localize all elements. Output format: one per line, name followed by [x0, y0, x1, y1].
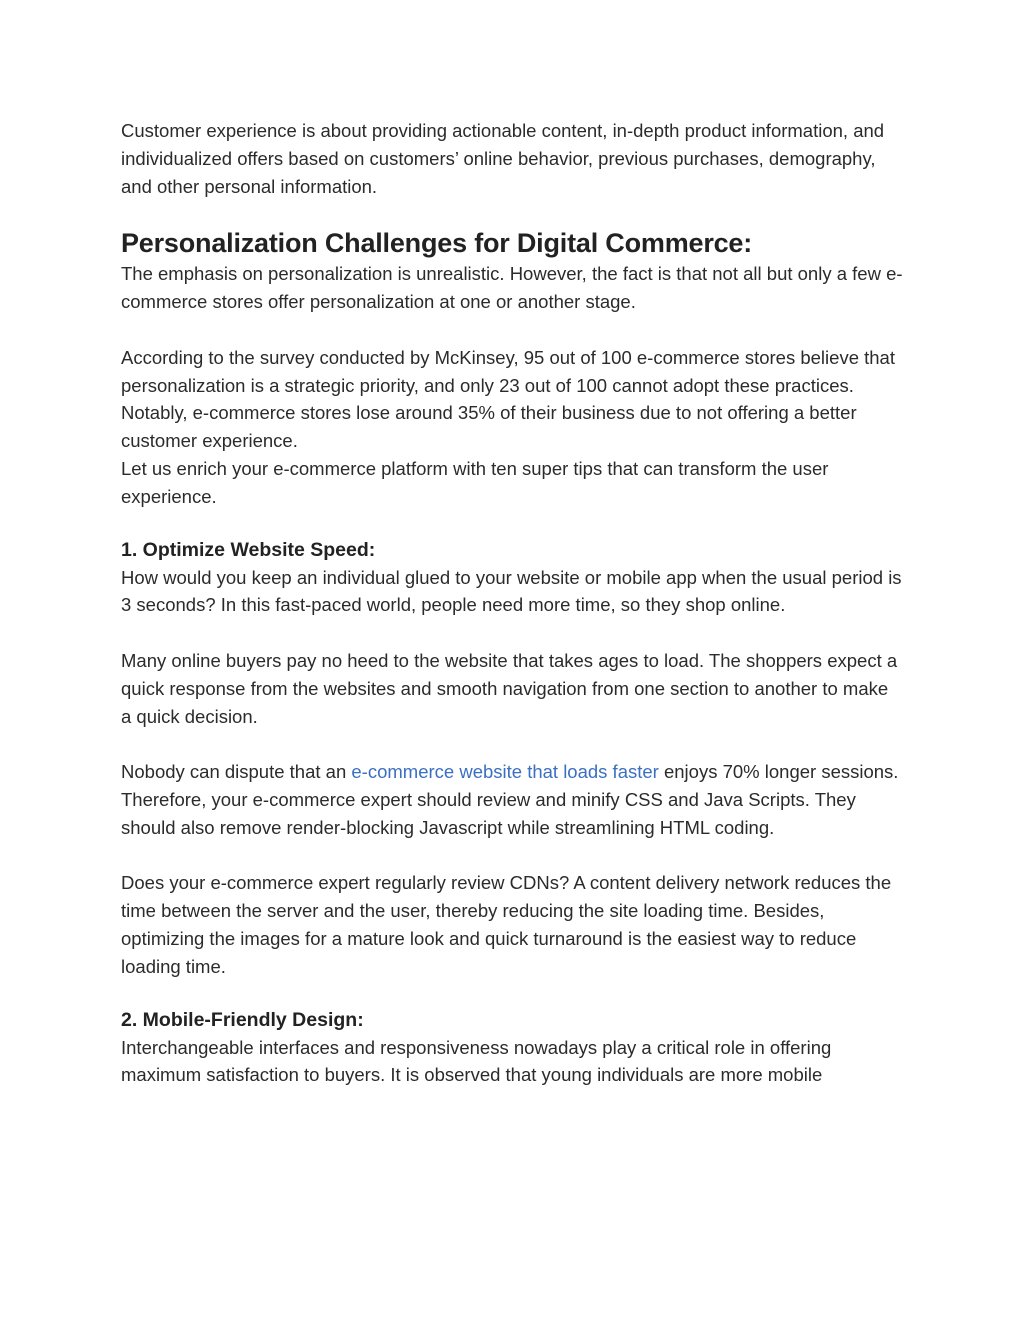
speed-heading: 1. Optimize Website Speed: — [121, 538, 376, 561]
mobile-paragraph-1: Interchangeable interfaces and responsiveness nowadays play a critical role in offering maximum satisfaction to buyers. It is observed that young individuals are more mobile — [121, 1036, 832, 1086]
personalization-paragraph-1: The emphasis on personalization is unrealistic. However, the fact is that not all but only a few e-commerce stores offer personalization at one or another stage. — [121, 263, 903, 313]
spacer — [121, 730, 903, 758]
spacer — [121, 981, 903, 1006]
spacer — [121, 316, 903, 344]
spacer — [121, 619, 903, 647]
speed-paragraph-2: Many online buyers pay no heed to the website that takes ages to load. The shoppers expect a quick response from the websites and smooth navigation from one section to another to make a quick decision. — [121, 649, 898, 727]
spacer — [121, 842, 903, 870]
speed-paragraph-4: Does your e-commerce expert regularly review CDNs? A content delivery network reduces the time between the server and the user, thereby reducing the site loading time. Besides, optimizing the images for a mature look and quick turnaround is the easiest way to reduce loading time. — [121, 872, 892, 977]
speed-paragraph-1: How would you keep an individual glued to your website or mobile app when the usual period is 3 seconds? In this fast-paced world, people need more time, so they shop online. — [121, 566, 902, 616]
personalization-paragraph-2: According to the survey conducted by McKinsey, 95 out of 100 e-commerce stores believe that personalization is a strategic priority, and only 23 out of 100 cannot adopt these practices. Notably, e-commerce stores lose around 35% of their business due to not offering a better customer experience. — [121, 346, 895, 452]
speed-paragraph-3-text-after: enjoys 70% longer sessions. Therefore, your e-commerce expert should review and minify CSS and Java Scripts. They should also remove render-blocking Javascript while streamlining HTML coding. — [121, 761, 899, 838]
ecommerce-speed-link[interactable]: e-commerce website that loads faster — [351, 761, 659, 783]
personalization-heading: Personalization Challenges for Digital Commerce: — [121, 228, 753, 259]
document-page — [121, 117, 903, 1089]
spacer — [121, 511, 903, 536]
speed-paragraph-3 — [121, 758, 903, 841]
personalization-paragraph-3: Let us enrich your e-commerce platform with ten super tips that can transform the user experience. — [121, 457, 829, 507]
mobile-heading: 2. Mobile-Friendly Design: — [121, 1008, 364, 1031]
speed-paragraph-3-text-before: Nobody can dispute that an — [121, 761, 352, 783]
intro-paragraph: Customer experience is about providing actionable content, in-depth product information, and individualized offers based on customers’ online behavior, previous purchases, demography, and other personal information. — [121, 120, 885, 197]
